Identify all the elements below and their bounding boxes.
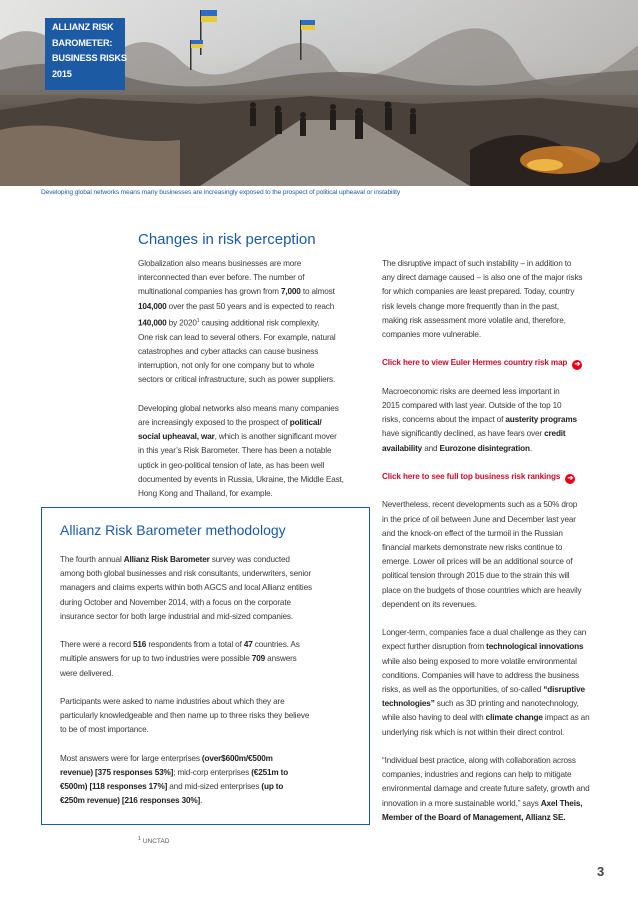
emphasis-text: availability <box>382 443 423 453</box>
badge-line-3: BUSINESS RISKS <box>52 53 127 63</box>
emphasis-text: 140,000 <box>138 318 167 328</box>
emphasis-text: 7,000 <box>280 287 301 297</box>
methodology-paragraph-4: Most answers were for large enterprises (over$600m/€500m revenue) [375 responses 53%]; mid-corp enterprises (€251m to €500m) [118 responses 17%] and mid-sized enterprises (up to €250m revenue) [216 responses 30%]. <box>60 753 289 806</box>
hero-photo <box>0 0 638 186</box>
risk-rankings-link-label: Click here to see full top business risk rankings <box>382 472 561 481</box>
right-paragraph-4: Longer-term, companies face a dual challenge as they can expect further disruption from technological innovations while also being exposed to more volatile environmental conditions. Companies will have to address the business risks, as well as the opportunities, of so-called “disruptive technologies” such as 3D printing and nanotechnology, while also having to deal with climate change impact as an underlying risk which is not within their direct control. <box>382 628 590 737</box>
right-column <box>382 257 607 825</box>
right-paragraph-5: “Individual best practice, along with collaboration across companies, industries and regions can help to mitigate environmental damage and create future safety, growth and innovation in a more sustainable world,” says Axel Theis, Member of the Board of Management, Allianz SE. <box>382 756 590 822</box>
emphasis-text: austerity programs <box>505 415 577 425</box>
emphasis-text: Eurozone disintegration <box>439 443 530 453</box>
footnote-reference: 1 <box>196 317 200 324</box>
risk-rankings-link[interactable] <box>382 470 575 484</box>
photo-caption: Developing global networks means many businesses are increasingly exposed to the prospect of political upheaval or instability <box>41 189 401 196</box>
right-paragraph-1: The disruptive impact of such instability – in addition to any direct damage caused – is also one of the major risks for which companies are least prepared. Today, country risk levels change more frequently than in the past, making risk assessment more volatile and, therefore, companies more vulnerable. <box>382 259 583 340</box>
country-risk-map-link[interactable] <box>382 356 582 370</box>
country-risk-map-link-label: Click here to view Euler Hermes country risk map <box>382 358 568 368</box>
report-badge <box>45 18 125 90</box>
methodology-paragraph-1: The fourth annual Allianz Risk Barometer survey was conducted among both global businesses and risk consultants, underwriters, senior managers and claims experts within both AGCS and local Allianz entities during October and November 2014, with a focus on the corporate insurance sector for both large industrial and mid-sized companies. <box>60 555 312 621</box>
left-paragraph-1: Globalization also means businesses are more interconnected than ever before. The number of multinational companies has grown from 7,000 to almost 104,000 over the past 50 years and is expected to reach 140,000 by 2020$^1$ causing additional risk complexity. One risk can lead to several others. For example, natural catastrophes and cyber attacks can cause business interruption, not only for one company but to whole sectors or critical infrastructure, such as power suppliers. <box>138 259 336 385</box>
emphasis-text: technologies” <box>382 699 435 709</box>
left-paragraph-2: Developing global networks also means many companies are increasingly exposed to the prospect of political/ social upheaval, war, which is another significant mover in this year’s Risk Barometer. There has been a notable uptick in geo-political tension of late, as has been well documented by events in Russia, Ukraine, the Middle East, Hong Kong and Thailand, for example. <box>138 403 344 498</box>
emphasis-text: (€251m to <box>251 768 289 777</box>
emphasis-text: €500m) [118 responses 17%] <box>60 782 168 792</box>
emphasis-text: climate change <box>485 713 543 723</box>
methodology-paragraph-3: Participants were asked to name industries about which they are particularly knowledgeable and then name up to three risks they believe to be of most importance. <box>60 697 310 735</box>
arrow-right-icon: ➔ <box>572 360 582 370</box>
left-column <box>138 257 370 501</box>
emphasis-text: political/ <box>289 417 322 427</box>
section-title: Changes in risk perception <box>138 231 316 248</box>
emphasis-text: technological innovations <box>486 642 584 652</box>
badge-line-1: ALLIANZ RISK <box>52 22 114 32</box>
methodology-paragraph-2: There were a record 516 respondents from a total of 47 countries. As multiple answers for up to two industries were possible 709 answers were delivered. <box>60 640 300 678</box>
badge-line-4: 2015 <box>52 68 72 79</box>
emphasis-text: Axel Theis, <box>540 798 583 808</box>
emphasis-text: Allianz Risk Barometer <box>123 555 210 564</box>
emphasis-text: “disruptive <box>543 685 585 695</box>
emphasis-text: credit <box>544 429 566 439</box>
emphasis-text: 709 <box>251 654 266 664</box>
emphasis-text: (over$600m/€500m <box>201 753 273 763</box>
emphasis-text: 104,000 <box>138 301 167 311</box>
emphasis-text: social upheaval, war <box>138 432 215 442</box>
badge-line-2: BAROMETER: <box>52 37 113 48</box>
right-paragraph-3: Nevertheless, recent developments such as a 50% drop in the price of oil between June and December last year and the knock-on effect of the turmoil in the Russian financial markets demonstrate new risks continue to emerge. Lower oil prices will be an additional source of political tension through 2015 due to the strain this will place on the budgets of those countries which are heavily dependent on its revenues. <box>382 500 582 609</box>
emphasis-text: Member of the Board of Management, Allianz SE. <box>382 812 566 822</box>
methodology-box <box>41 507 370 825</box>
emphasis-text: 47 <box>243 640 253 650</box>
methodology-body <box>60 553 360 809</box>
footnote-text: UNCTAD <box>142 838 170 846</box>
emphasis-text: revenue) [375 responses 53%] <box>60 768 174 777</box>
footnote-mark: 1 <box>138 836 142 842</box>
arrow-right-icon: ➔ <box>565 474 575 484</box>
methodology-title: Allianz Risk Barometer methodology <box>60 522 286 538</box>
emphasis-text: €250m revenue) [216 responses 30%] <box>60 796 201 806</box>
footnote <box>138 836 169 845</box>
emphasis-text: (up to <box>261 782 284 792</box>
right-paragraph-2: Macroeconomic risks are deemed less important in 2015 compared with last year. Outside of the top 10 risks, concerns about the impact of austerity programs have significantly declined, as have fears over credit availability and Eurozone disintegration. <box>382 386 577 453</box>
page-number: 3 <box>597 864 605 879</box>
emphasis-text: 516 <box>133 640 147 650</box>
